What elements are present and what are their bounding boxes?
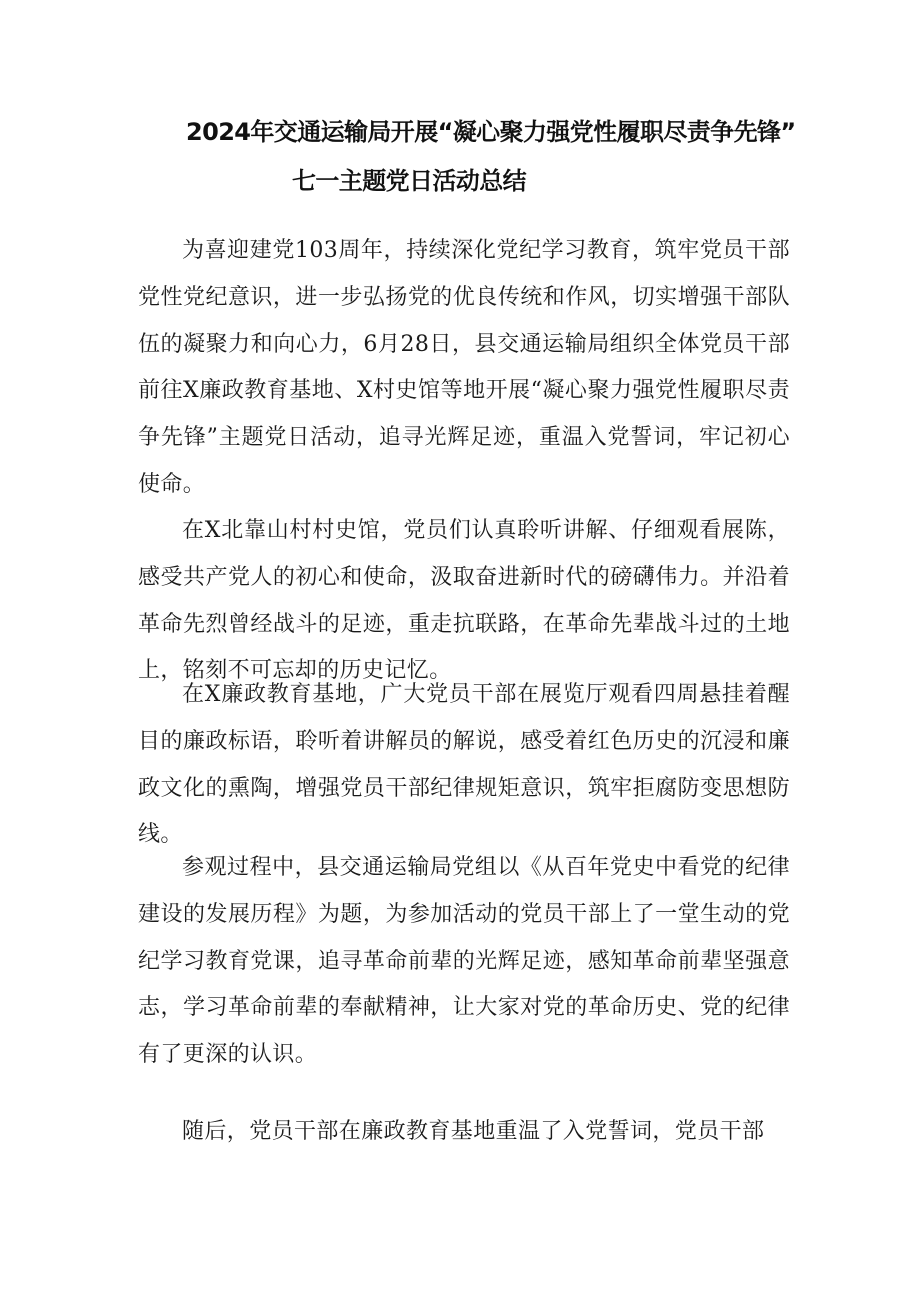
paragraph-intro: 为喜迎建党103周年，持续深化党纪学习教育，筑牢党员干部党性党纪意识，进一步弘扬党的优良传统和作风，切实增强干部队伍的凝聚力和向心力，6月28日，县交通运输局组织全体党员干部前往X廉政教育基地、X村史馆等地开展“凝心聚力强党性履职尽责争先锋”主题党日活动，追寻光辉足迹，重温入党誓词，牢记初心使命。 xyxy=(138,238,790,497)
paragraph-education-base: 在X廉政教育基地，广大党员干部在展览厅观看四周悬挂着醒目的廉政标语，聆听着讲解员的解说，感受着红色历史的沉浸和廉政文化的熏陶，增强党员干部纪律规矩意识，筑牢拒腐防变思想防线。 xyxy=(138,682,790,848)
document-title-line-1: 2024年交通运输局开展“凝心聚力强党性履职尽责争先锋” xyxy=(186,118,796,146)
paragraph-village-museum: 在X北靠山村村史馆，党员们认真聆听讲解、仔细观看展陈，感受共产党人的初心和使命，汲取奋进新时代的磅礴伟力。并沿着革命先烈曾经战斗的足迹，重走抗联路，在革命先辈战斗过的土地上，铭刻不可忘却的历史记忆。 xyxy=(138,518,790,684)
document-title-line-2: 七一主题党日活动总结 xyxy=(292,167,526,195)
paragraph-party-lecture: 参观过程中，县交通运输局党组以《从百年党史中看党的纪律建设的发展历程》为题，为参加活动的党员干部上了一堂生动的党纪学习教育党课，追寻革命前辈的光辉足迹，感知革命前辈坚强意志，学习革命前辈的奉献精神，让大家对党的革命历史、党的纪律有了更深的认识。 xyxy=(138,855,790,1068)
paragraph-oath: 随后，党员干部在廉政教育基地重温了入党誓词，党员干部 xyxy=(182,1119,765,1144)
